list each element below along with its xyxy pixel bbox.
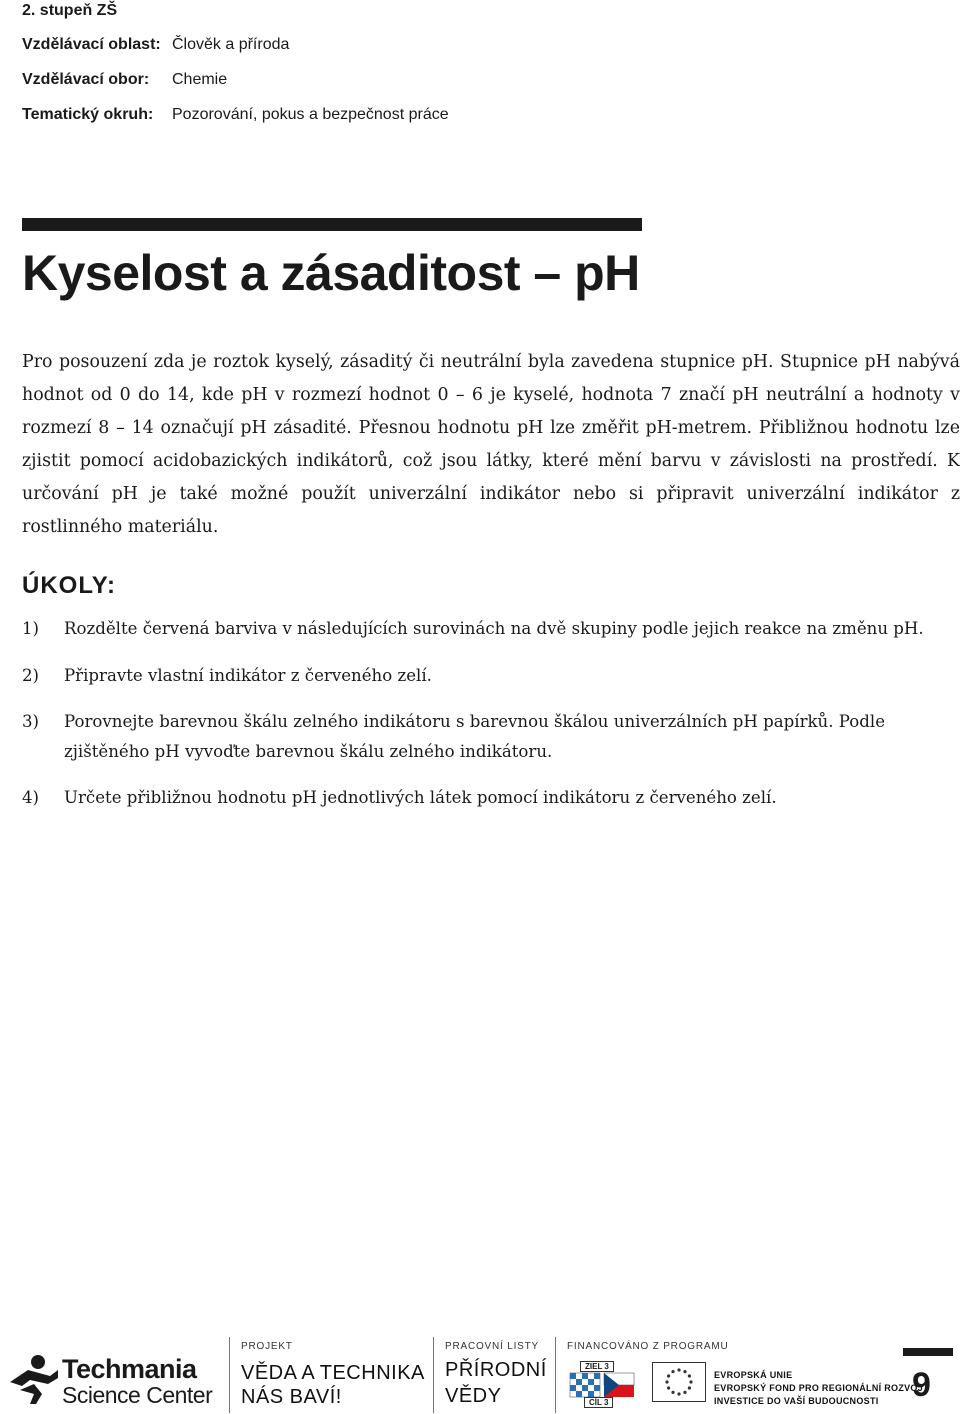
task-text: Připravte vlastní indikátor z červeného zelí. [64, 666, 432, 685]
project-label: PROJEKT [241, 1341, 293, 1352]
intro-paragraph: Pro posouzení zda je roztok kyselý, zásaditý či neutrální byla zavedena stupnice pH. Stupnice pH nabývá hodnot od 0 do 14, kde pH v rozmezí hodnot 0 – 6 je kyselé, hodnota 7 značí pH neutrální a hodnoty v rozmezí 8 – 14 označují pH zásadité. Přesnou hodnotu pH lze změřit pH-metrem. Přibližnou hodnotu lze zjistit pomocí acidobazických indikátorů, což jsou látky, které mění barvu v závislosti na prostředí. K určování pH je také možné použít univerzální indikátor nebo si připravit univerzální indikátor z rostlinného materiálu. [22, 352, 960, 537]
footer-divider [433, 1337, 434, 1413]
project-name-line1: VĚDA A TECHNIKA [241, 1362, 425, 1384]
eu-line2: EVROPSKÝ FOND PRO REGIONÁLNÍ ROZVOJ [714, 1383, 924, 1393]
ziel3-logo [566, 1361, 638, 1409]
logo-line1: Techmania [62, 1354, 197, 1384]
worksheet-name-line2: VĚDY [445, 1385, 502, 1407]
ziel-label: ZIEL 3 [580, 1361, 614, 1372]
footer-divider [555, 1337, 556, 1413]
task-number: 1) [22, 619, 40, 638]
school-level: 2. stupeň ZŠ [22, 2, 118, 19]
footer-divider [229, 1337, 230, 1413]
task-item [22, 783, 958, 813]
worksheet-name-line1: PŘÍRODNÍ [445, 1359, 547, 1381]
meta-row-area [22, 36, 289, 54]
task-text: Určete přibližnou hodnotu pH jednotlivých látek pomocí indikátoru z červeného zelí. [64, 788, 777, 807]
task-text: Porovnejte barevnou škálu zelného indikátoru s barevnou škálou univerzálních pH papírků. Podle zjištěného pH vyvoďte barevnou škálu zelného indikátoru. [64, 712, 886, 761]
page-title: Kyselost a zásaditost – pH [22, 245, 640, 301]
eu-flag-icon [652, 1362, 706, 1402]
meta-label: Vzdělávací oblast: [22, 36, 161, 53]
page-number: 9 [912, 1366, 931, 1404]
task-item [22, 661, 958, 691]
meta-row-topic [22, 106, 449, 124]
meta-label: Tematický okruh: [22, 106, 154, 123]
meta-value: Chemie [172, 71, 228, 88]
meta-row-field [22, 71, 227, 89]
title-bar [22, 218, 642, 231]
eu-line1: EVROPSKÁ UNIE [714, 1370, 793, 1380]
cil-label: CÍL 3 [584, 1397, 613, 1408]
techmania-logo-icon [8, 1354, 60, 1406]
meta-label: Vzdělávací obor: [22, 71, 150, 88]
task-text: Rozdělte červená barviva v následujících surovinách na dvě skupiny podle jejich reakce na změnu pH. [64, 619, 924, 638]
page-number-bar [903, 1348, 953, 1356]
task-number: 3) [22, 712, 40, 731]
worksheet-label: PRACOVNÍ LISTY [445, 1341, 539, 1352]
task-number: 4) [22, 788, 40, 807]
meta-value: Člověk a příroda [172, 36, 290, 53]
eu-line3: INVESTICE DO VAŠÍ BUDOUCNOSTI [714, 1396, 879, 1406]
project-name-line2: NÁS BAVÍ! [241, 1386, 342, 1408]
logo-line2: Science Center [62, 1382, 213, 1408]
task-item [22, 707, 958, 767]
tasks-heading: ÚKOLY: [22, 572, 117, 599]
meta-value: Pozorování, pokus a bezpečnost práce [172, 106, 449, 123]
task-item [22, 614, 958, 644]
task-number: 2) [22, 666, 40, 685]
funding-label: FINANCOVÁNO Z PROGRAMU [567, 1341, 729, 1352]
